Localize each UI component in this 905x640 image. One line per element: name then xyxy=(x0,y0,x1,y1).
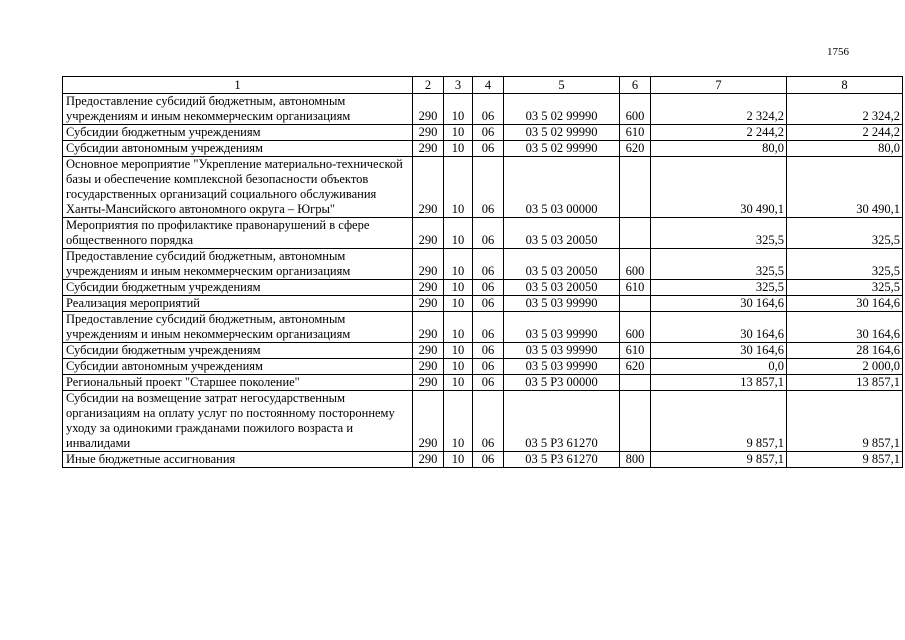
row-amount-cell: 30 490,1 xyxy=(651,157,787,218)
table-row xyxy=(63,375,903,391)
row-amount-cell: 9 857,1 xyxy=(651,391,787,452)
row-amount-cell: 30 164,6 xyxy=(651,296,787,312)
header-cell: 3 xyxy=(444,77,473,94)
row-amount-cell: 30 164,6 xyxy=(787,296,903,312)
header-cell: 7 xyxy=(651,77,787,94)
row-expense-type-cell: 610 xyxy=(620,125,651,141)
row-amount-cell: 30 490,1 xyxy=(787,157,903,218)
row-target-article-cell: 03 5 P3 61270 xyxy=(504,452,620,468)
row-section-cell: 10 xyxy=(444,375,473,391)
row-amount-cell: 325,5 xyxy=(787,249,903,280)
row-expense-type-cell xyxy=(620,375,651,391)
row-expense-type-cell xyxy=(620,157,651,218)
row-amount-cell: 325,5 xyxy=(651,249,787,280)
row-code-cell: 290 xyxy=(413,296,444,312)
row-expense-type-cell: 620 xyxy=(620,359,651,375)
row-name-cell: Субсидии бюджетным учреждениям xyxy=(63,280,413,296)
row-amount-cell: 30 164,6 xyxy=(787,312,903,343)
row-section-cell: 10 xyxy=(444,296,473,312)
row-amount-cell: 2 244,2 xyxy=(651,125,787,141)
table-header-row xyxy=(63,77,903,94)
table-row xyxy=(63,249,903,280)
row-expense-type-cell: 600 xyxy=(620,94,651,125)
table-row xyxy=(63,343,903,359)
row-name-cell: Предоставление субсидий бюджетным, автономным учреждениям и иным некоммерческим организациям xyxy=(63,312,413,343)
row-subsection-cell: 06 xyxy=(473,218,504,249)
row-subsection-cell: 06 xyxy=(473,141,504,157)
row-name-cell: Основное мероприятие "Укрепление материально-технической базы и обеспечение комплексной безопасности объектов государственных организаций социального обслуживания Ханты-Мансийского автономного округа – Югры" xyxy=(63,157,413,218)
table-row xyxy=(63,125,903,141)
row-name-cell: Предоставление субсидий бюджетным, автономным учреждениям и иным некоммерческим организациям xyxy=(63,249,413,280)
table-row xyxy=(63,296,903,312)
row-amount-cell: 325,5 xyxy=(651,218,787,249)
row-code-cell: 290 xyxy=(413,391,444,452)
row-subsection-cell: 06 xyxy=(473,296,504,312)
row-amount-cell: 80,0 xyxy=(787,141,903,157)
row-amount-cell: 80,0 xyxy=(651,141,787,157)
row-code-cell: 290 xyxy=(413,312,444,343)
row-target-article-cell: 03 5 03 99990 xyxy=(504,296,620,312)
row-amount-cell: 30 164,6 xyxy=(651,343,787,359)
row-target-article-cell: 03 5 P3 61270 xyxy=(504,391,620,452)
header-cell: 6 xyxy=(620,77,651,94)
row-section-cell: 10 xyxy=(444,343,473,359)
row-section-cell: 10 xyxy=(444,359,473,375)
row-name-cell: Субсидии автономным учреждениям xyxy=(63,141,413,157)
row-expense-type-cell: 600 xyxy=(620,312,651,343)
row-amount-cell: 325,5 xyxy=(651,280,787,296)
row-subsection-cell: 06 xyxy=(473,94,504,125)
row-code-cell: 290 xyxy=(413,249,444,280)
row-target-article-cell: 03 5 03 00000 xyxy=(504,157,620,218)
row-name-cell: Иные бюджетные ассигнования xyxy=(63,452,413,468)
row-section-cell: 10 xyxy=(444,280,473,296)
row-code-cell: 290 xyxy=(413,375,444,391)
header-cell: 5 xyxy=(504,77,620,94)
row-amount-cell: 2 244,2 xyxy=(787,125,903,141)
table-row xyxy=(63,280,903,296)
row-target-article-cell: 03 5 03 99990 xyxy=(504,312,620,343)
table-row xyxy=(63,218,903,249)
row-amount-cell: 13 857,1 xyxy=(787,375,903,391)
row-subsection-cell: 06 xyxy=(473,125,504,141)
row-amount-cell: 325,5 xyxy=(787,218,903,249)
row-expense-type-cell: 620 xyxy=(620,141,651,157)
row-subsection-cell: 06 xyxy=(473,452,504,468)
row-target-article-cell: 03 5 03 99990 xyxy=(504,359,620,375)
row-code-cell: 290 xyxy=(413,359,444,375)
row-amount-cell: 28 164,6 xyxy=(787,343,903,359)
row-expense-type-cell: 610 xyxy=(620,280,651,296)
table-row xyxy=(63,391,903,452)
row-amount-cell: 9 857,1 xyxy=(787,452,903,468)
row-amount-cell: 9 857,1 xyxy=(651,452,787,468)
row-name-cell: Субсидии бюджетным учреждениям xyxy=(63,343,413,359)
row-section-cell: 10 xyxy=(444,157,473,218)
row-section-cell: 10 xyxy=(444,249,473,280)
row-amount-cell: 2 324,2 xyxy=(787,94,903,125)
table-row xyxy=(63,312,903,343)
row-section-cell: 10 xyxy=(444,141,473,157)
row-code-cell: 290 xyxy=(413,94,444,125)
row-expense-type-cell: 610 xyxy=(620,343,651,359)
header-cell: 4 xyxy=(473,77,504,94)
row-expense-type-cell xyxy=(620,218,651,249)
row-amount-cell: 13 857,1 xyxy=(651,375,787,391)
header-cell: 2 xyxy=(413,77,444,94)
row-section-cell: 10 xyxy=(444,391,473,452)
row-name-cell: Мероприятия по профилактике правонарушений в сфере общественного порядка xyxy=(63,218,413,249)
row-code-cell: 290 xyxy=(413,280,444,296)
table-row xyxy=(63,359,903,375)
table-row xyxy=(63,141,903,157)
row-section-cell: 10 xyxy=(444,94,473,125)
row-code-cell: 290 xyxy=(413,452,444,468)
row-amount-cell: 9 857,1 xyxy=(787,391,903,452)
row-section-cell: 10 xyxy=(444,125,473,141)
row-expense-type-cell xyxy=(620,391,651,452)
row-subsection-cell: 06 xyxy=(473,391,504,452)
row-name-cell: Субсидии бюджетным учреждениям xyxy=(63,125,413,141)
row-amount-cell: 2 324,2 xyxy=(651,94,787,125)
row-target-article-cell: 03 5 03 20050 xyxy=(504,218,620,249)
row-amount-cell: 2 000,0 xyxy=(787,359,903,375)
row-subsection-cell: 06 xyxy=(473,280,504,296)
row-name-cell: Субсидии на возмещение затрат негосударственным организациям на оплату услуг по постоянному постороннему уходу за одинокими гражданами пожилого возраста и инвалидами xyxy=(63,391,413,452)
row-subsection-cell: 06 xyxy=(473,157,504,218)
table-row xyxy=(63,94,903,125)
row-section-cell: 10 xyxy=(444,218,473,249)
row-code-cell: 290 xyxy=(413,157,444,218)
row-name-cell: Реализация мероприятий xyxy=(63,296,413,312)
row-section-cell: 10 xyxy=(444,452,473,468)
row-target-article-cell: 03 5 03 20050 xyxy=(504,249,620,280)
row-target-article-cell: 03 5 02 99990 xyxy=(504,141,620,157)
row-name-cell: Предоставление субсидий бюджетным, автономным учреждениям и иным некоммерческим организациям xyxy=(63,94,413,125)
row-subsection-cell: 06 xyxy=(473,249,504,280)
row-code-cell: 290 xyxy=(413,125,444,141)
row-amount-cell: 325,5 xyxy=(787,280,903,296)
table-row xyxy=(63,452,903,468)
row-amount-cell: 0,0 xyxy=(651,359,787,375)
row-code-cell: 290 xyxy=(413,218,444,249)
row-name-cell: Региональный проект "Старшее поколение" xyxy=(63,375,413,391)
row-amount-cell: 30 164,6 xyxy=(651,312,787,343)
row-code-cell: 290 xyxy=(413,343,444,359)
row-target-article-cell: 03 5 02 99990 xyxy=(504,94,620,125)
row-target-article-cell: 03 5 03 99990 xyxy=(504,343,620,359)
row-subsection-cell: 06 xyxy=(473,359,504,375)
row-subsection-cell: 06 xyxy=(473,312,504,343)
row-expense-type-cell xyxy=(620,296,651,312)
header-cell: 8 xyxy=(787,77,903,94)
row-code-cell: 290 xyxy=(413,141,444,157)
row-subsection-cell: 06 xyxy=(473,375,504,391)
row-name-cell: Субсидии автономным учреждениям xyxy=(63,359,413,375)
row-section-cell: 10 xyxy=(444,312,473,343)
row-target-article-cell: 03 5 02 99990 xyxy=(504,125,620,141)
row-target-article-cell: 03 5 P3 00000 xyxy=(504,375,620,391)
row-subsection-cell: 06 xyxy=(473,343,504,359)
row-expense-type-cell: 800 xyxy=(620,452,651,468)
row-target-article-cell: 03 5 03 20050 xyxy=(504,280,620,296)
table-row xyxy=(63,157,903,218)
header-cell: 1 xyxy=(63,77,413,94)
row-expense-type-cell: 600 xyxy=(620,249,651,280)
budget-table xyxy=(62,76,903,468)
page-number: 1756 xyxy=(827,46,849,58)
